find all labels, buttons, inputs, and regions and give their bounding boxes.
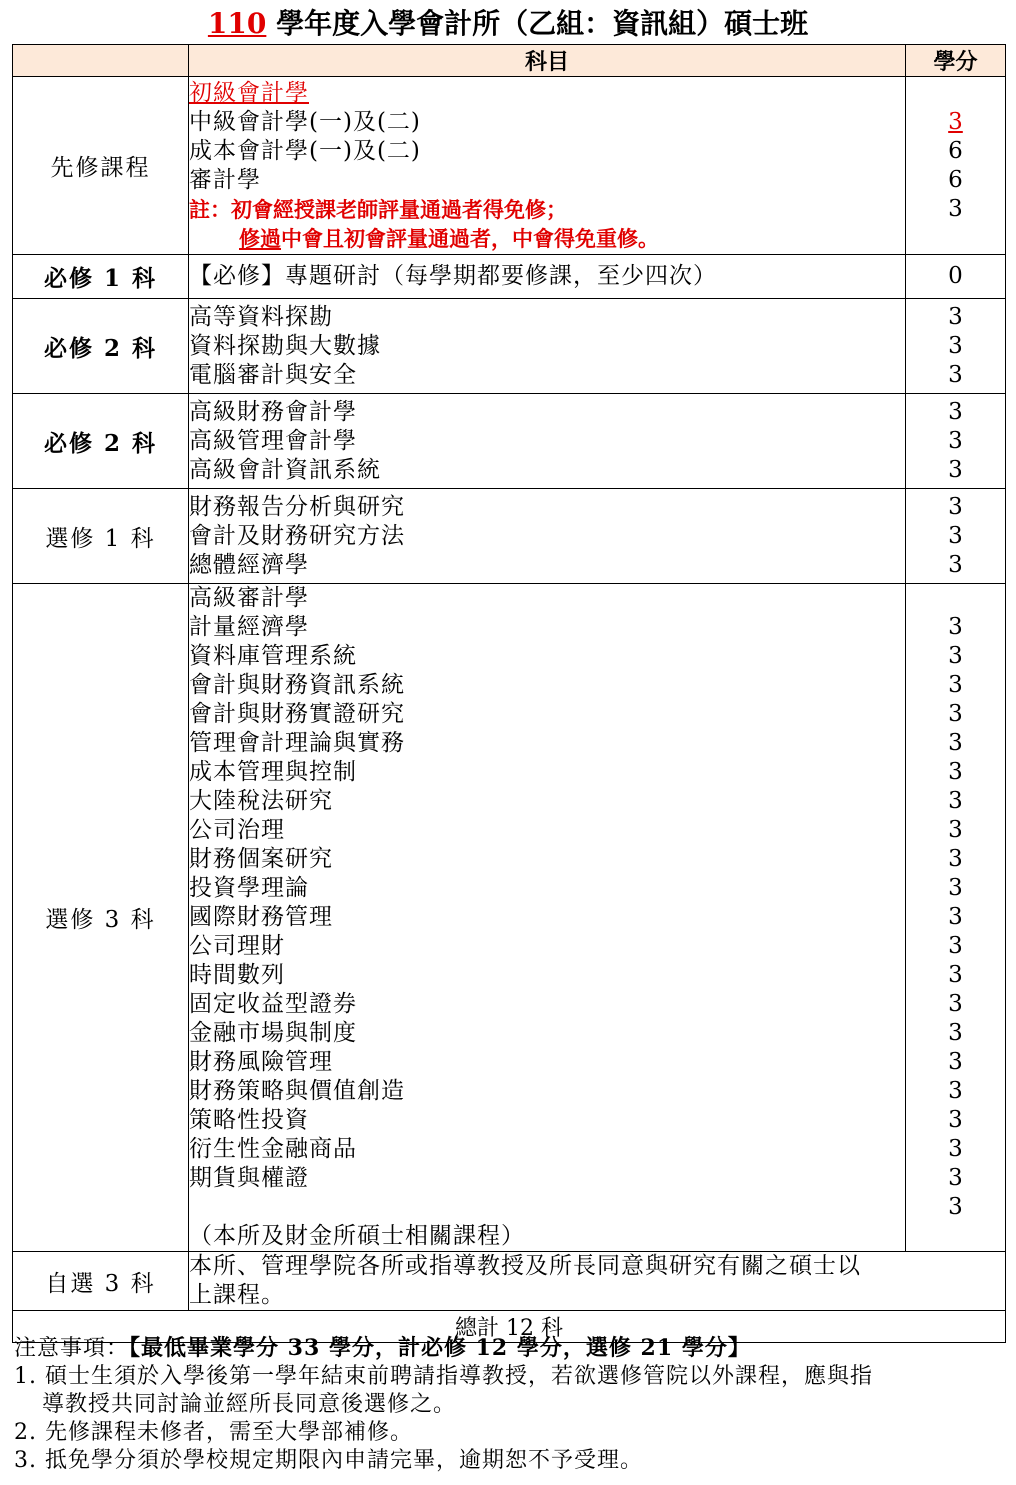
elective-3-row (13, 584, 1006, 1252)
course-name: 公司治理 (189, 817, 285, 843)
course-credit: 3 (948, 303, 963, 330)
page-title (0, 4, 1016, 44)
prereq-note-1: 註：初會經授課老師評量通過者得免修； (189, 196, 567, 222)
table-header-row (13, 45, 1006, 77)
course-credit: 3 (948, 788, 963, 814)
required-1-category: 必修 1 科 (13, 255, 189, 299)
course-name: 高級會計資訊系統 (189, 456, 381, 483)
required-2a-credits (906, 299, 1006, 394)
course-name: 高級審計學 (189, 585, 309, 611)
self-selected-description (189, 1252, 1006, 1311)
course-name: 策略性投資 (189, 1107, 309, 1133)
course-credit: 3 (948, 456, 963, 483)
course-name: 投資學理論 (189, 875, 309, 901)
course-credit: 3 (948, 672, 963, 698)
course-credit: 3 (948, 1107, 963, 1133)
elective-1-subjects (189, 489, 906, 584)
required-2b-subjects (189, 394, 906, 489)
note-item-1-continued: 導教授共同討論並經所長同意後選修之。 (42, 1392, 457, 1417)
course-credit: 3 (948, 1165, 963, 1191)
course-credit: 3 (948, 398, 963, 425)
prereq-subjects (189, 77, 906, 255)
course-name: 成本會計學(一)及(二) (189, 137, 421, 164)
course-name: 電腦審計與安全 (189, 361, 357, 388)
title-year: 110 (207, 7, 267, 40)
course-credit: 3 (948, 991, 963, 1017)
course-credit: 3 (948, 551, 963, 578)
course-name: 會計與財務實證研究 (189, 701, 405, 727)
course-credit: 6 (948, 137, 963, 164)
required-2b-credits (906, 394, 1006, 489)
course-credit: 3 (948, 332, 963, 359)
course-credit: 3 (948, 962, 963, 988)
required-2b-row (13, 394, 1006, 489)
course-name: 會計及財務研究方法 (189, 522, 405, 549)
total-text: 總計 12 科 (13, 1311, 1006, 1343)
course-name: 會計與財務資訊系統 (189, 672, 405, 698)
blank-line (189, 1193, 905, 1222)
course-name: 財務風險管理 (189, 1049, 333, 1075)
prereq-note-2 (189, 224, 905, 253)
notes-label: 注意事項： (14, 1336, 130, 1361)
course-credit: 3 (948, 361, 963, 388)
curriculum-table (12, 44, 1006, 1343)
notes-highlight: 【最低畢業學分 33 學分，計必修 12 學分，選修 21 學分】 (129, 1335, 751, 1361)
required-1-subjects (189, 255, 906, 299)
required-1-row (13, 255, 1006, 299)
course-credit: 3 (948, 108, 963, 135)
course-credit: 3 (948, 875, 963, 901)
course-credit: 3 (948, 1020, 963, 1046)
self-selected-row (13, 1252, 1006, 1311)
course-credit: 3 (948, 614, 963, 640)
elective-1-credits (906, 489, 1006, 584)
course-name: 金融市場與制度 (189, 1020, 357, 1046)
self-selected-line-1: 本所、管理學院各所或指導教授及所長同意與研究有關之碩士以 (189, 1253, 861, 1279)
header-subject: 科目 (189, 45, 906, 77)
course-credit: 3 (948, 1078, 963, 1104)
elective-3-note: （本所及財金所碩士相關課程） (189, 1223, 525, 1249)
course-credit: 3 (948, 522, 963, 549)
course-name: 大陸稅法研究 (189, 788, 333, 814)
elective-3-category: 選修 3 科 (13, 584, 189, 1252)
course-name: 高等資料探勘 (189, 303, 333, 330)
notes-section (14, 1334, 1004, 1475)
course-credit: 3 (948, 701, 963, 727)
note-item-1: 1. 碩士生須於入學後第一學年結束前聘請指導教授，若欲選修管院以外課程，應與指 (14, 1364, 873, 1389)
course-name: 【必修】專題研討（每學期都要修課，至少四次） (189, 263, 717, 289)
course-credit: 3 (948, 1136, 963, 1162)
prereq-row (13, 77, 1006, 255)
course-name: 財務個案研究 (189, 846, 333, 872)
course-credit: 3 (948, 427, 963, 454)
course-credit: 3 (948, 759, 963, 785)
course-name: 資料庫管理系統 (189, 643, 357, 669)
elective-3-subjects (189, 584, 906, 1252)
header-credits: 學分 (906, 45, 1006, 77)
prereq-note-2-rest: 中會且初會評量通過者，中會得免重修。 (281, 225, 659, 251)
course-name: 高級管理會計學 (189, 427, 357, 454)
course-credit: 3 (948, 643, 963, 669)
course-name: 國際財務管理 (189, 904, 333, 930)
course-name: 財務報告分析與研究 (189, 493, 405, 520)
course-name: 高級財務會計學 (189, 398, 357, 425)
title-text: 學年度入學會計所（乙組：資訊組）碩士班 (266, 7, 809, 40)
prereq-credits (906, 77, 1006, 255)
course-credit: 3 (948, 846, 963, 872)
course-name: 成本管理與控制 (189, 759, 357, 785)
course-credit: 3 (948, 730, 963, 756)
course-name: 時間數列 (189, 962, 285, 988)
required-2a-category: 必修 2 科 (13, 299, 189, 394)
required-2a-row (13, 299, 1006, 394)
note-item-3: 3. 抵免學分須於學校規定期限內申請完畢，逾期恕不予受理。 (14, 1448, 643, 1473)
course-name: 總體經濟學 (189, 551, 309, 578)
course-name: 衍生性金融商品 (189, 1136, 357, 1162)
course-name: 公司理財 (189, 933, 285, 959)
course-credit: 3 (948, 1194, 963, 1220)
course-name: 財務策略與價值創造 (189, 1078, 405, 1104)
course-credit: 3 (948, 493, 963, 520)
course-name: 審計學 (189, 166, 261, 193)
course-name: 期貨與權證 (189, 1165, 309, 1191)
course-credit: 3 (948, 817, 963, 843)
course-name: 計量經濟學 (189, 614, 309, 640)
prereq-note-2-underlined: 修過 (239, 225, 281, 251)
header-blank-cell (13, 45, 189, 77)
elective-3-credits (906, 584, 1006, 1252)
course-name: 中級會計學(一)及(二) (189, 108, 421, 135)
notes-header (14, 1334, 1004, 1363)
course-credit: 6 (948, 166, 963, 193)
elective-1-category: 選修 1 科 (13, 489, 189, 584)
course-credit: 3 (948, 1049, 963, 1075)
required-2a-subjects (189, 299, 906, 394)
note-item-2: 2. 先修課程未修者，需至大學部補修。 (14, 1420, 413, 1445)
course-credit: 3 (948, 195, 963, 222)
course-credit: 0 (948, 263, 963, 289)
course-name: 管理會計理論與實務 (189, 730, 405, 756)
required-1-credits (906, 255, 1006, 299)
course-credit: 3 (948, 933, 963, 959)
course-name: 固定收益型證券 (189, 991, 357, 1017)
prereq-category: 先修課程 (13, 77, 189, 255)
self-selected-line-2: 上課程。 (189, 1282, 285, 1308)
self-selected-category: 自選 3 科 (13, 1252, 189, 1311)
course-credit: 3 (948, 904, 963, 930)
course-name: 初級會計學 (189, 79, 309, 106)
elective-1-row (13, 489, 1006, 584)
required-2b-category: 必修 2 科 (13, 394, 189, 489)
course-name: 資料探勘與大數據 (189, 332, 381, 359)
